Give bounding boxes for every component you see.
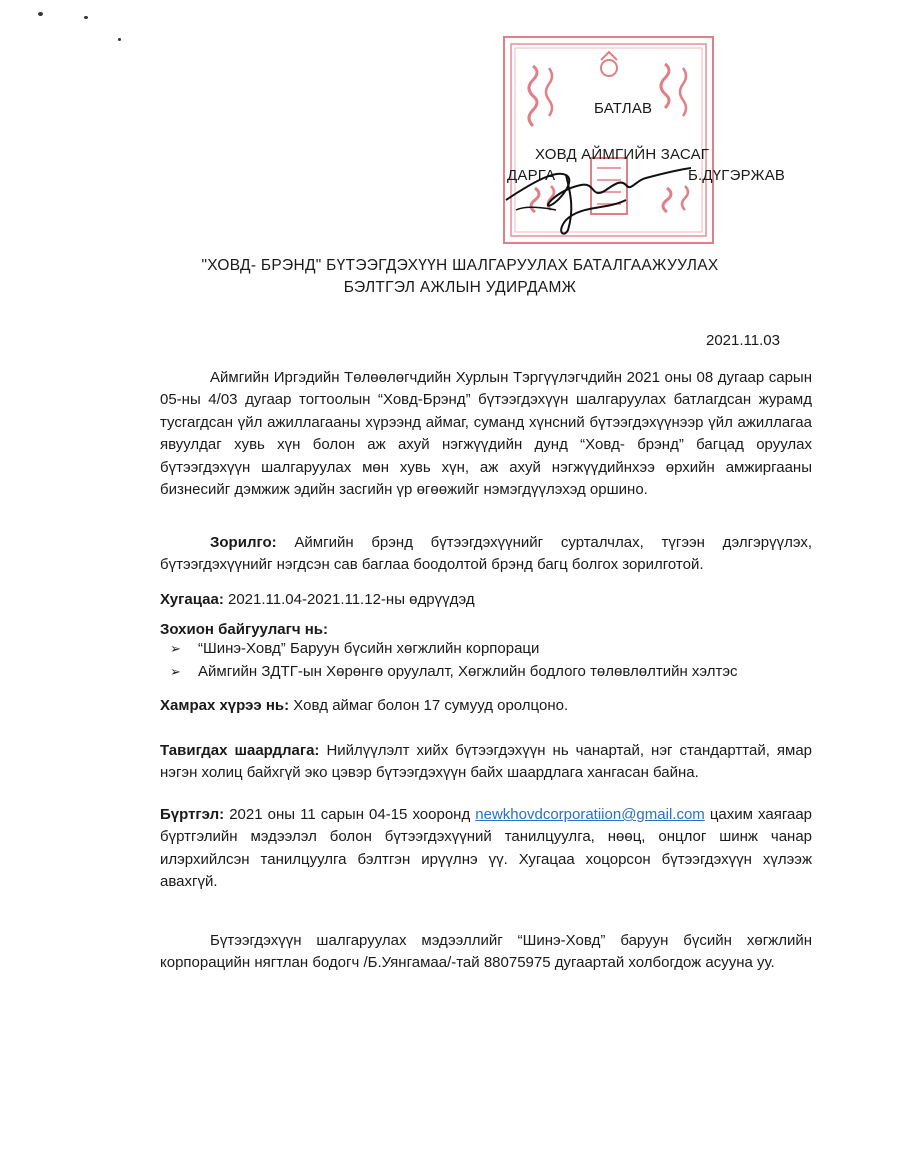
requirements-label: Тавигдах шаардлага: <box>160 742 320 759</box>
document-title-line-2: БЭЛТГЭЛ АЖЛЫН УДИРДАМЖ <box>343 279 577 296</box>
goal-text: Аймгийн брэнд бүтээгдэхүүнийг сурталчлах, түгээн дэлгэрүүлэх, бүтээгдэхүүнийг нэгдсэн сав баглаа боодолтой брэнд багц болгох зорилготой. <box>160 534 812 574</box>
requirements-paragraph <box>160 740 812 785</box>
document-date: 2021.11.03 <box>706 332 780 349</box>
organizer-name: “Шинэ-Ховд” Баруун бүсийн хөгжлийн корпораци <box>198 640 540 657</box>
goal-label: Зорилго: <box>210 534 277 551</box>
list-item <box>170 637 738 660</box>
email-link[interactable]: newkhovdcorporatiion@gmail.com <box>475 806 705 823</box>
scope-paragraph <box>160 695 812 717</box>
arrow-bullet-icon: ➢ <box>170 641 181 656</box>
scan-speck <box>84 16 88 19</box>
arrow-bullet-icon: ➢ <box>170 664 181 679</box>
goal-paragraph <box>160 532 812 577</box>
scope-label: Хамрах хүрээ нь: <box>160 697 290 714</box>
organizer-name: Аймгийн ЗДТГ-ын Хөрөнгө оруулалт, Хөгжлийн бодлого төлөвлөлтийн хэлтэс <box>198 663 738 680</box>
scan-speck <box>118 38 121 41</box>
registration-paragraph <box>160 804 812 894</box>
signature-icon <box>496 150 696 240</box>
intro-paragraph: Аймгийн Иргэдийн Төлөөлөгчдийн Хурлын Тэргүүлэгчдийн 2021 оны 08 дугаар сарын 05-ны 4/03 дугаар тогтоолын “Ховд-Брэнд” бүтээгдэхүүн шалгаруулах батлагдсан журамд тусгагдсан үйл ажиллагааны хүрээнд аймаг, суманд хүнсний бүтээгдэхүүнээр үйл ажиллагаа явуулдаг хувь хүн болон аж ахуй нэгжүүдийн дунд “Ховд- брэнд” багцад оруулах бүтээгдэхүүн шалгаруулах мөн хувь хүн, аж ахуй нэгжүүдийнхээ өрхийн амжиргааны бизнесийг дэмжиж эдийн засгийн үр өгөөжийг нэмэгдүүлэхэд оршино. <box>160 369 812 499</box>
duration-text: 2021.11.04-2021.11.12-ны өдрүүдэд <box>223 591 475 608</box>
registration-text-after: цахим хаягаар бүртгэлийн мэдээлэл болон бүтээгдэхүүний танилцуулга, нөөц, онцлог шинж чанар илэрхийлсэн танилцуулга бэлтгэн ирүүлнэ үү. Хугацаа хоцорсон бүтээгдэхүүн хүлээж авахгүй. <box>160 806 812 891</box>
scope-text: Ховд аймаг болон 17 сумууд оролцоно. <box>289 697 569 714</box>
scan-speck <box>38 12 43 16</box>
list-item <box>170 660 738 683</box>
approved-label: БАТЛАВ <box>594 100 653 117</box>
requirements-text: Нийлүүлэлт хийх бүтээгдэхүүн нь чанартай, нэг стандарттай, ямар нэгэн холиц байхгүй эко цэвэр бүтээгдэхүүн байх шаардлага хангасан байна. <box>160 742 813 782</box>
organizers-heading: Зохион байгуулагч нь: <box>160 621 328 638</box>
contact-paragraph: Бүтээгдэхүүн шалгаруулах мэдээллийг “Шинэ-Ховд” баруун бүсийн хөгжлийн корпорацийн нягтлан бодогч /Б.Уянгамаа/-тай 88075975 дугаартай холбогдож асууна уу. <box>160 932 812 972</box>
document-title-line-1: "ХОВД- БРЭНД" БҮТЭЭГДЭХҮҮН ШАЛГАРУУЛАХ БАТАЛГААЖУУЛАХ <box>201 257 719 274</box>
organizers-list <box>170 637 738 683</box>
duration-label: Хугацаа: <box>160 591 224 608</box>
position-line-1: ХОВД АЙМГИЙН ЗАСАГ <box>535 146 710 163</box>
registration-text-before: 2021 оны 11 сарын 04-15 хооронд <box>224 806 476 823</box>
duration-paragraph <box>160 589 812 611</box>
signer-name: Б.ДҮГЭРЖАВ <box>688 167 786 184</box>
registration-label: Бүртгэл: <box>160 806 225 823</box>
position-line-2: ДАРГА <box>507 167 556 184</box>
